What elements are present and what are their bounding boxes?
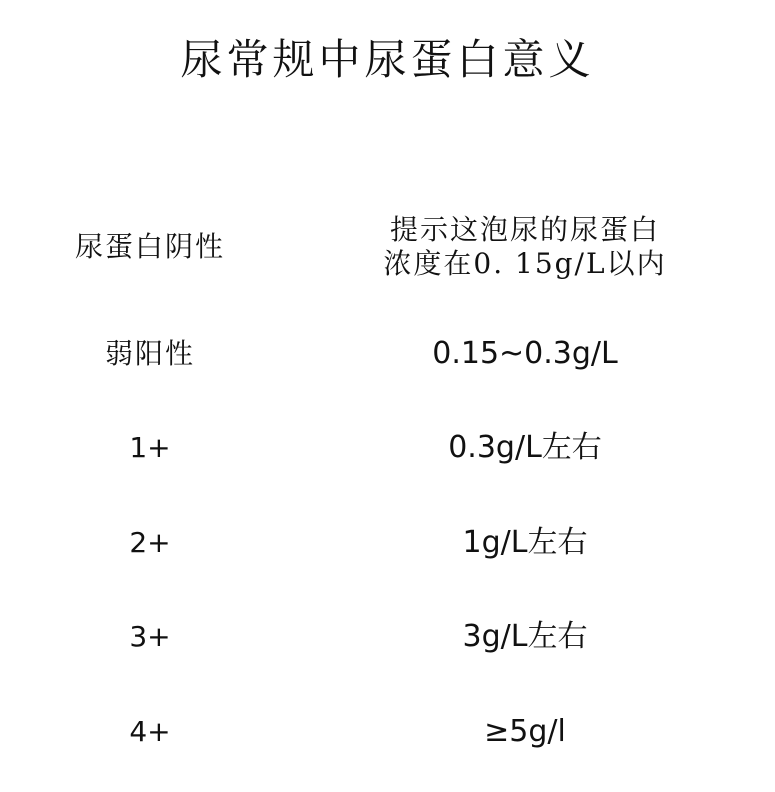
grade-label: 4+ [129, 715, 171, 748]
table-row [0, 513, 775, 573]
meaning-value [300, 213, 750, 281]
table-row [0, 607, 775, 667]
meaning-value: 0.3g/L左右 [448, 430, 602, 465]
meaning-line-2: 浓度在0. 15g/L以内 [383, 247, 667, 280]
meaning-value: 1g/L左右 [462, 525, 588, 560]
page-title: 尿常规中尿蛋白意义 [180, 35, 595, 84]
meaning-line-1: 提示这泡尿的尿蛋白 [389, 213, 660, 246]
grade-label: 2+ [129, 526, 171, 559]
table-row [0, 212, 775, 282]
grade-label: 弱阳性 [104, 337, 195, 370]
meaning-value: ≥5g/l [484, 714, 566, 749]
grade-label: 尿蛋白阴性 [74, 230, 225, 263]
table-row [0, 418, 775, 478]
grade-label: 1+ [129, 431, 171, 464]
table-row [0, 324, 775, 384]
meaning-value: 3g/L左右 [462, 619, 588, 654]
grade-label: 3+ [129, 620, 171, 653]
meaning-value: 0.15~0.3g/L [432, 336, 618, 371]
table-row [0, 702, 775, 762]
